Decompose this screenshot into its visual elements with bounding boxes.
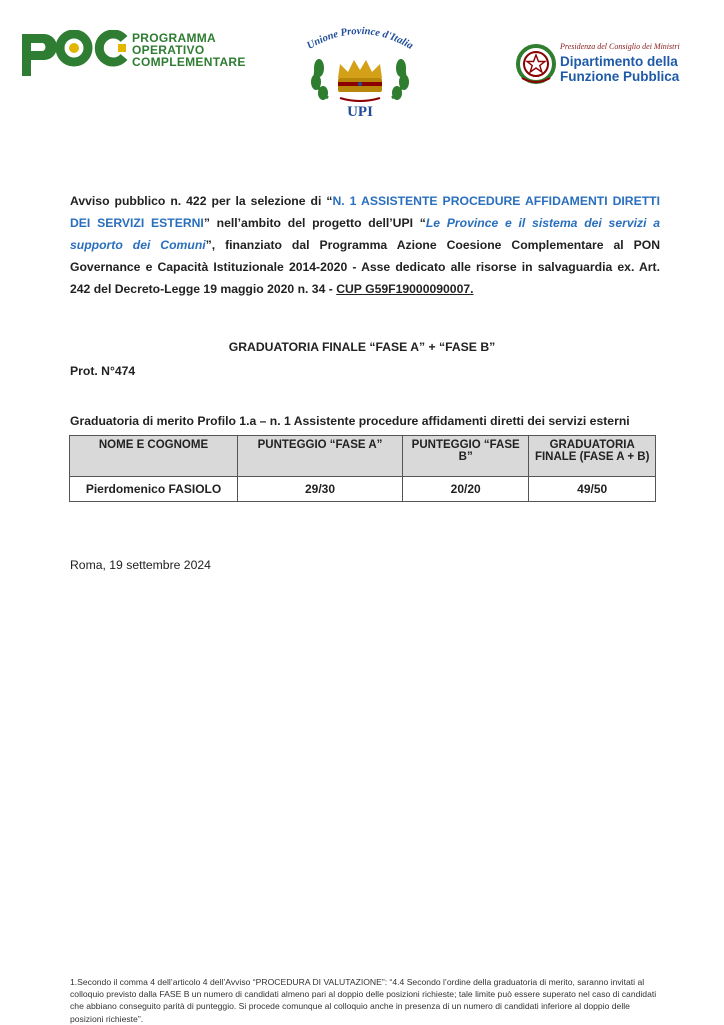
cup-code: CUP G59F19000090007. [336, 282, 474, 296]
column-header-phase-b: PUNTEGGIO “FASE B” [402, 436, 528, 477]
table-header-row [70, 436, 656, 477]
score-phase-b: 20/20 [402, 477, 528, 502]
dfp-title [560, 54, 679, 84]
poc-logo-mark-icon [20, 30, 128, 80]
poc-logo-text [132, 32, 246, 68]
poc-line-1: PROGRAMMA [132, 31, 217, 45]
dfp-title-line-1: Dipartimento della [560, 54, 678, 69]
footnote: 1.Secondo il comma 4 dell’articolo 4 dell’Avviso “PROCEDURA DI VALUTAZIONE”: “4.4 Secondo l’ordine della graduatoria di merito, saranno invitati al colloquio previsto dalla FASE B un numero di candidati almeno pari al doppio delle posizioni richieste; tale limite può essere superato nel caso di candidati che abbiano conseguito parità di punteggio. Si procede comunque al colloquio anche in presenza di un numero di candidati inferiore al doppio delle posizioni richieste”. [70, 977, 657, 1024]
ranking-title: Graduatoria di merito Profilo 1.a – n. 1 Assistente procedure affidamenti diretti dei servizi esterni [70, 414, 630, 428]
column-header-final: GRADUATORIA FINALE (FASE A + B) [529, 436, 656, 477]
project-title: Le Province e il sistema dei servizi a supporto dei Comuni [70, 216, 661, 252]
italian-emblem-icon [516, 44, 556, 86]
dfp-title-line-2: Funzione Pubblica [560, 69, 680, 84]
final-ranking-heading: GRADUATORIA FINALE “FASE A” + “FASE B” [228, 340, 496, 354]
score-phase-a: 29/30 [238, 477, 403, 502]
table-row [70, 477, 656, 502]
candidate-name: Pierdomenico FASIOLO [70, 477, 238, 502]
upi-label: UPI [347, 104, 373, 120]
column-header-phase-a: PUNTEGGIO “FASE A” [238, 436, 403, 477]
column-header-name: NOME E COGNOME [70, 436, 238, 477]
score-final: 49/50 [529, 477, 656, 502]
intro-text-2: ” nell’ambito del progetto dell’UPI “ [203, 216, 426, 230]
poc-line-3: COMPLEMENTARE [132, 55, 246, 69]
page-header [0, 0, 724, 130]
dfp-logo [516, 42, 706, 90]
poc-logo [20, 30, 250, 80]
notice-intro [70, 190, 660, 300]
poc-line-2: OPERATIVO [132, 43, 205, 57]
dfp-subtitle: Presidenza del Consiglio dei Ministri [560, 42, 680, 51]
intro-text-1: Avviso pubblico n. 422 per la selezione di “ [70, 194, 333, 208]
upi-logo [300, 22, 420, 122]
intro-text-3: ”, finanziato dal Programma Azione Coesione Complementare al PON Governance e Capacità Istituzionale 2014-2020 - Asse dedicato alle risorse in salvaguardia ex. Art. 242 del Decreto-Legge 19 maggio 2020 n. 34 - [70, 238, 660, 296]
ranking-table [69, 435, 656, 502]
upi-crown-wreath-icon [310, 48, 410, 104]
svg-text:Unione Province d'Italia: Unione Province d'Italia [305, 25, 415, 52]
date-line: Roma, 19 settembre 2024 [70, 558, 211, 572]
position-title: N. 1 ASSISTENTE PROCEDURE AFFIDAMENTI DIRETTI DEI SERVIZI ESTERNI [70, 194, 660, 230]
protocol-number: Prot. N°474 [70, 364, 136, 378]
